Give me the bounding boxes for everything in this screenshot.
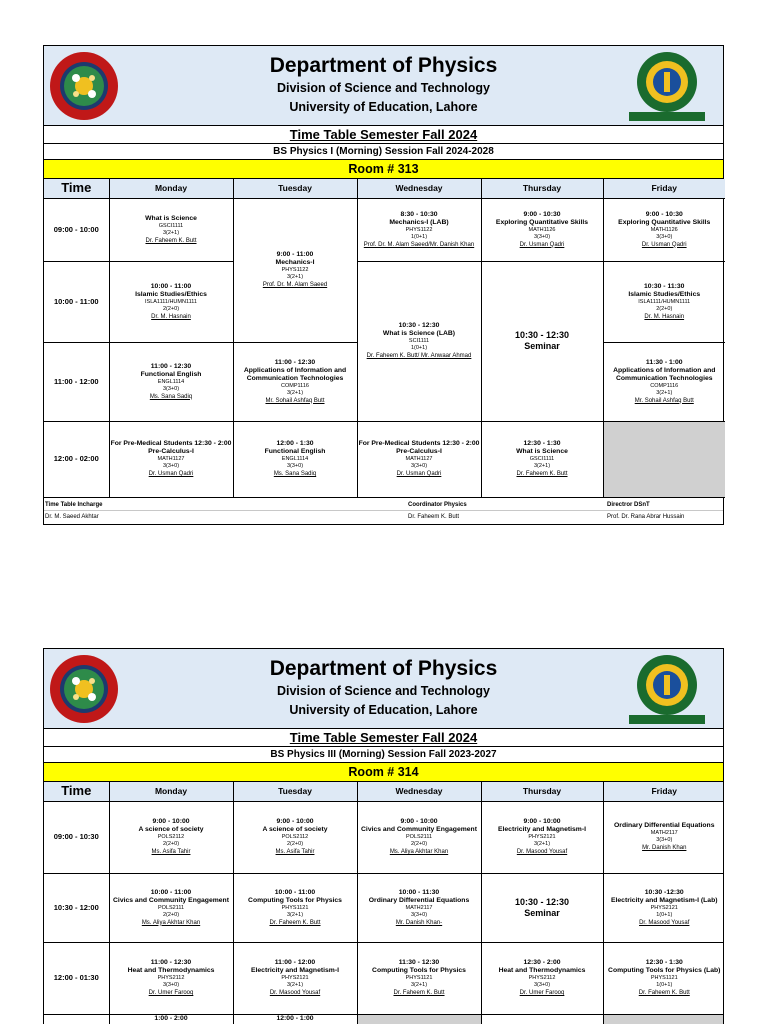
table-row [44, 198, 725, 261]
table-row [44, 942, 724, 1014]
class-cell: 10:00 - 11:00 Islamic Studies/Ethics ISLA1111/HUMN1111 2(2+0) Dr. M. Hasnain [109, 261, 233, 342]
room-number: Room # 314 [44, 763, 723, 782]
class-cell: 9:00 - 10:00 Civics and Community Engagement POLS2111 2(2+0) Ms. Aliya Akhtar Khan [357, 801, 481, 873]
timetable-sheet-2 [43, 648, 724, 1024]
director-name: Prof. Dr. Rana Abrar Hussain [607, 513, 685, 520]
time-slot: 10:30 - 12:00 [44, 873, 109, 942]
class-cell: 10:00 - 11:00 Computing Tools for Physics PHYS1121 3(2+1) Dr. Faheem K. Butt [233, 873, 357, 942]
timetable-sheet-1 [43, 45, 724, 525]
class-cell: 10:30 -12:30 Electricity and Magnetism-I (Lab) PHYS2121 1(0+1) Dr. Masood Yousaf [603, 873, 724, 942]
director-label: Directror DSnT [607, 501, 650, 508]
class-cell: 10:00 - 11:00 Civics and Community Engagement POLS2111 2(2+0) Ms. Aliya Akhtar Khan [109, 873, 233, 942]
university-title: University of Education, Lahore [289, 100, 478, 114]
university-title: University of Education, Lahore [289, 703, 478, 717]
time-header: Time [44, 782, 109, 801]
class-cell: 12:00 - 1:30 Functional English ENGL1114 3(3+0) Ms. Sana Sadiq [233, 421, 357, 497]
coordinator-label: Coordinator Physics [408, 501, 467, 508]
program-title: BS Physics III (Morning) Session Fall 2023-2027 [44, 747, 723, 763]
header-row [44, 782, 724, 801]
class-cell: For Pre-Medical Students 12:30 - 2:00 Pre-Calculus-I MATH1127 3(3+0) Dr. Usman Qadri [109, 421, 233, 497]
class-cell: 11:30 - 12:30 Computing Tools for Physics PHYS1121 3(2+1) Dr. Faheem K. Butt [357, 942, 481, 1014]
class-cell: 10:30 - 12:30 Seminar [481, 873, 603, 942]
department-title: Department of Physics [269, 54, 498, 77]
day-header: Thursday [481, 782, 603, 801]
empty-cell [603, 1014, 724, 1024]
class-cell: 12:00 - 1:00 [233, 1014, 357, 1024]
class-cell: 9:00 - 10:00 Electricity and Magnetism-I PHYS2121 3(2+1) Dr. Masood Yousaf [481, 801, 603, 873]
class-cell: 10:30 - 11:30 Islamic Studies/Ethics ISLA1111/HUMN1111 2(2+0) Dr. M. Hasnain [603, 261, 725, 342]
semester-title: Time Table Semester Fall 2024 [44, 729, 723, 747]
class-cell: 11:00 - 12:30 Applications of Information and Communication Technologies COMP1116 3(2+1) Mr. Sohail Ashfaq Butt [233, 342, 357, 421]
class-cell: What is Science GSCI1111 3(2+1) Dr. Faheem K. Butt [109, 198, 233, 261]
time-slot: 11:00 - 12:00 [44, 342, 109, 421]
day-header: Monday [109, 179, 233, 198]
empty-cell [603, 421, 725, 497]
time-header: Time [44, 179, 109, 198]
semester-title: Time Table Semester Fall 2024 [44, 126, 723, 144]
class-cell: 12:30 - 1:30 Computing Tools for Physics (Lab) PHYS1121 1(0+1) Dr. Faheem K. Butt [603, 942, 724, 1014]
class-cell: 1:00 - 2:00 [109, 1014, 233, 1024]
time-slot: 12:00 - 01:30 [44, 942, 109, 1014]
class-cell: 11:30 - 1:00 Applications of Information and Communication Technologies COMP1116 3(2+1) Mr. Sohail Ashfaq Butt [603, 342, 725, 421]
class-cell: 9:00 - 10:00 A science of society POLS2112 2(2+0) Ms. Asifa Tahir [233, 801, 357, 873]
class-cell: 11:00 - 12:00 Electricity and Magnetism-I PHYS2121 3(2+1) Dr. Masood Yousaf [233, 942, 357, 1014]
time-slot: 10:00 - 11:00 [44, 261, 109, 342]
table-row [44, 873, 724, 942]
class-cell: 12:30 - 1:30 What is Science GSCI1111 3(2+1) Dr. Faheem K. Butt [481, 421, 603, 497]
day-header: Tuesday [233, 782, 357, 801]
time-slot: 09:00 - 10:30 [44, 801, 109, 873]
day-header: Tuesday [233, 179, 357, 198]
class-cell: 8:30 - 10:30 Mechanics-I (LAB) PHYS1122 1(0+1) Prof. Dr. M. Alam Saeed/Mr. Danish Khan [357, 198, 481, 261]
signature-footer [44, 498, 723, 524]
department-title: Department of Physics [269, 657, 498, 680]
table-row [44, 801, 724, 873]
department-logo-icon [48, 653, 120, 725]
table-row [44, 421, 725, 497]
incharge-name: Dr. M. Saeed Akhtar [45, 513, 99, 520]
day-header: Friday [603, 179, 725, 198]
day-header: Wednesday [357, 782, 481, 801]
table-row [44, 1014, 724, 1024]
header-row [44, 179, 725, 198]
department-logo-icon [48, 50, 120, 122]
division-title: Division of Science and Technology [276, 684, 490, 698]
time-slot [44, 1014, 109, 1024]
program-title: BS Physics I (Morning) Session Fall 2024-2028 [44, 144, 723, 160]
class-cell: 9:00 - 11:00 Mechanics-I PHYS1122 3(2+1) Prof. Dr. M. Alam Saeed [233, 198, 357, 342]
class-cell: For Pre-Medical Students 12:30 - 2:00 Pre-Calculus-I MATH1127 3(3+0) Dr. Usman Qadri [357, 421, 481, 497]
sheet-header [44, 649, 723, 729]
day-header: Thursday [481, 179, 603, 198]
class-cell [481, 1014, 603, 1024]
day-header: Friday [603, 782, 724, 801]
class-cell: 9:00 - 10:30 Exploring Quantitative Skills MATH1126 3(3+0) Dr. Usman Qadri [481, 198, 603, 261]
timetable-grid [44, 782, 724, 1024]
class-cell: 10:30 - 12:30 Seminar [481, 261, 603, 421]
empty-cell [357, 1014, 481, 1024]
incharge-label: Time Table Incharge [45, 501, 103, 508]
coordinator-name: Dr. Faheem K. Butt [408, 513, 460, 520]
room-number: Room # 313 [44, 160, 723, 179]
timetable-grid [44, 179, 725, 498]
class-cell: Ordinary Differential Equations MATH2117 3(3+0) Mr. Danish Khan [603, 801, 724, 873]
day-header: Monday [109, 782, 233, 801]
class-cell: 11:00 - 12:30 Functional English ENGL1114 3(3+0) Ms. Sana Sadiq [109, 342, 233, 421]
class-cell: 10:30 - 12:30 What is Science (LAB) SCI1111 1(0+1) Dr. Faheem K. Butt/ Mr. Anwaar Ahmad [357, 261, 481, 421]
time-slot: 09:00 - 10:00 [44, 198, 109, 261]
class-cell: 9:00 - 10:00 A science of society POLS2112 2(2+0) Ms. Asifa Tahir [109, 801, 233, 873]
class-cell: 12:30 - 2:00 Heat and Thermodynamics PHYS2112 3(3+0) Dr. Umer Farooq [481, 942, 603, 1014]
university-logo-icon [619, 653, 715, 727]
time-slot: 12:00 - 02:00 [44, 421, 109, 497]
class-cell: 10:00 - 11:30 Ordinary Differential Equations MATH2117 3(3+0) Mr. Danish Khan- [357, 873, 481, 942]
division-title: Division of Science and Technology [276, 81, 490, 95]
day-header: Wednesday [357, 179, 481, 198]
sheet-header [44, 46, 723, 126]
class-cell: 9:00 - 10:30 Exploring Quantitative Skills MATH1126 3(3+0) Dr. Usman Qadri [603, 198, 725, 261]
class-cell: 11:00 - 12:30 Heat and Thermodynamics PHYS2112 3(3+0) Dr. Umer Farooq [109, 942, 233, 1014]
table-row [44, 261, 725, 342]
university-logo-icon [619, 50, 715, 124]
